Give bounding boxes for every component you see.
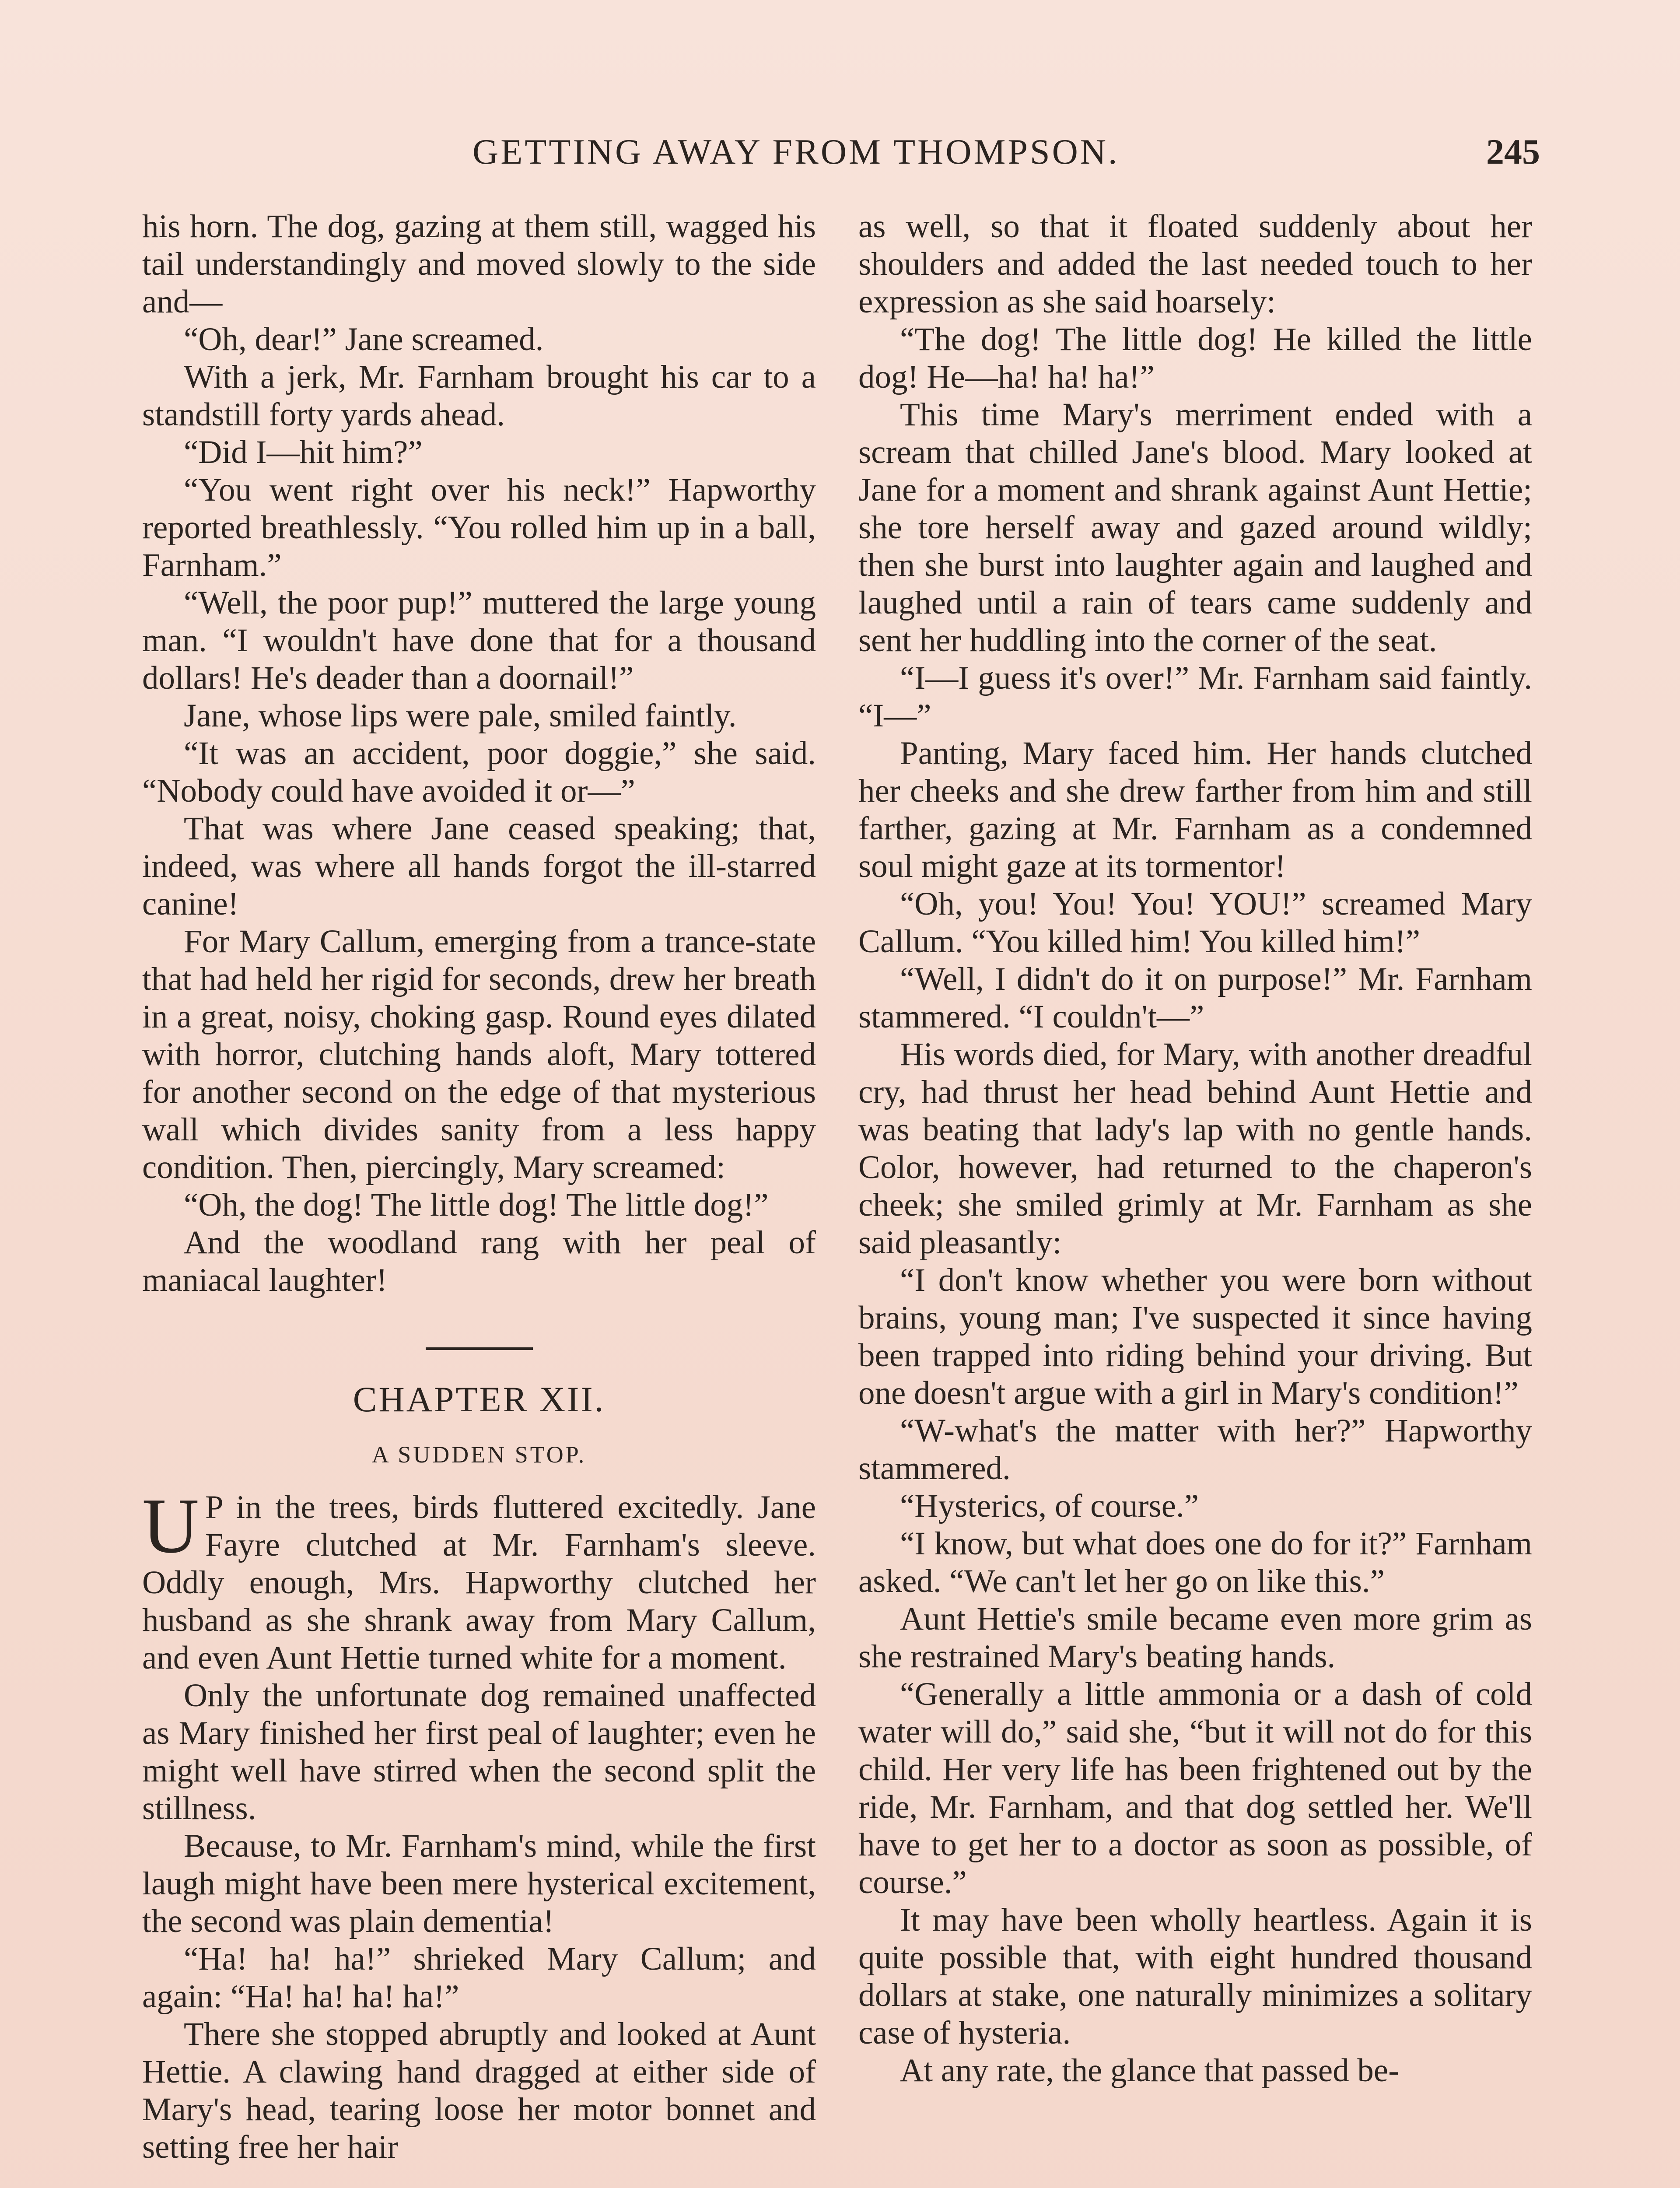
paragraph: “Oh, dear!” Jane screamed. (184, 321, 544, 358)
paragraph: “You went right over his neck!” Hapworthy reported breathlessly. “You rolled him up in a ball, Farnham.” (142, 472, 816, 583)
paragraph: “I—I guess it's over!” Mr. Farnham said faintly. “I—” (858, 660, 1532, 734)
paragraph: Panting, Mary faced him. Her hands clutched her cheeks and she drew farther from him and still farther, gazing at Mr. Farnham as a condemned soul might gaze at its tormentor! (858, 735, 1532, 884)
paragraph: Only the unfortunate dog remained unaffected as Mary finished her first peal of laughter; even he might well have stirred when the second split the stillness. (142, 1677, 816, 1827)
page-number: 245 (1486, 132, 1540, 172)
paragraph: his horn. The dog, gazing at them still, wagged his tail understandingly and moved slowly to the side and— (142, 208, 816, 320)
paragraph: “It was an accident, poor doggie,” she said. “Nobody could have avoided it or—” (142, 735, 816, 809)
drop-cap-paragraph-text: P in the trees, birds fluttered excitedly. Jane Fayre clutched at Mr. Farnham's sleeve. Oddly enough, Mrs. Hapworthy clutched her husband as she shrank away from Mary Callum, and even Aunt Hettie turned white for a moment. (142, 1489, 816, 1676)
paragraph: For Mary Callum, emerging from a trance-state that had held her rigid for seconds, drew her breath in a great, noisy, choking gasp. Round eyes dilated with horror, clutching hands aloft, Mary tottered for another second on the edge of that mysterious wall which divides sanity from a less happy condition. Then, piercingly, Mary screamed: (142, 923, 816, 1185)
paragraph: There she stopped abruptly and looked at Aunt Hettie. A clawing hand dragged at either side of Mary's head, tearing loose her motor bonnet and setting free her hair (142, 2016, 816, 2165)
paragraph: At any rate, the glance that passed be- (900, 2052, 1400, 2089)
chapter-heading: CHAPTER XII. (353, 1379, 606, 1419)
paragraph: It may have been wholly heartless. Again it is quite possible that, with eight hundred thousand dollars at stake, one naturally minimizes a solitary case of hysteria. (858, 1902, 1532, 2051)
right-column (858, 208, 1532, 2090)
running-title: GETTING AWAY FROM THOMPSON. (472, 132, 1120, 172)
paragraph: His words died, for Mary, with another dreadful cry, had thrust her head behind Aunt Hettie and was beating that lady's lap with no gentle hands. Color, however, had returned to the chaperon's cheek; she smiled grimly at Mr. Farnham as she said pleasantly: (858, 1036, 1532, 1261)
paragraph: “W-what's the matter with her?” Hapworthy stammered. (858, 1413, 1532, 1487)
paragraph: “Oh, the dog! The little dog! The little dog!” (184, 1187, 769, 1223)
paragraph: “Oh, you! You! You! YOU!” screamed Mary Callum. “You killed him! You killed him!” (858, 886, 1532, 960)
section-divider (426, 1347, 533, 1350)
paragraph: “Generally a little ammonia or a dash of cold water will do,” said she, “but it will not do for this child. Her very life has been frightened out by the ride, Mr. Farnham, and that dog settled her. We'll have to get her to a doctor as soon as possible, of course.” (858, 1676, 1532, 1900)
paragraph: “Ha! ha! ha!” shrieked Mary Callum; and again: “Ha! ha! ha! ha!” (142, 1941, 816, 2015)
paragraph: “Well, I didn't do it on purpose!” Mr. Farnham stammered. “I couldn't—” (858, 961, 1532, 1035)
drop-cap-letter: U (142, 1482, 199, 1569)
paragraph: And the woodland rang with her peal of maniacal laughter! (142, 1224, 816, 1298)
paragraph: “Hysterics, of course.” (900, 1488, 1199, 1524)
paragraph: as well, so that it floated suddenly about her shoulders and added the last needed touch to her expression as she said hoarsely: (858, 208, 1532, 320)
paragraph: “I know, but what does one do for it?” Farnham asked. “We can't let her go on like this.” (858, 1525, 1532, 1599)
paragraph: Because, to Mr. Farnham's mind, while the first laugh might have been mere hysterical excitement, the second was plain dementia! (142, 1828, 816, 1939)
paragraph: “The dog! The little dog! He killed the little dog! He—ha! ha! ha!” (858, 321, 1532, 395)
paragraph: Jane, whose lips were pale, smiled faintly. (184, 698, 737, 734)
paragraph: Aunt Hettie's smile became even more grim as she restrained Mary's beating hands. (858, 1601, 1532, 1675)
paragraph: “Well, the poor pup!” muttered the large young man. “I wouldn't have done that for a thousand dollars! He's deader than a doornail!” (142, 585, 816, 696)
paragraph: That was where Jane ceased speaking; that, indeed, was where all hands forgot the ill-starred canine! (142, 810, 816, 922)
chapter-subtitle: A SUDDEN STOP. (371, 1441, 587, 1468)
paragraph: “Did I—hit him?” (184, 434, 423, 470)
paragraph: “I don't know whether you were born without brains, young man; I've suspected it since having been trapped into riding behind your driving. But one doesn't argue with a girl in Mary's condition!” (858, 1262, 1532, 1411)
running-head (140, 131, 1540, 184)
chapter-opening-paragraph (142, 1482, 816, 1677)
paragraph: With a jerk, Mr. Farnham brought his car to a standstill forty yards ahead. (142, 359, 816, 433)
paragraph: This time Mary's merriment ended with a scream that chilled Jane's blood. Mary looked at Jane for a moment and shrank against Aunt Hettie; she tore herself away and gazed around wildly; then she burst into laughter again and laughed and laughed until a rain of tears came suddenly and sent her huddling into the corner of the seat. (858, 396, 1532, 659)
left-column (142, 208, 816, 2166)
